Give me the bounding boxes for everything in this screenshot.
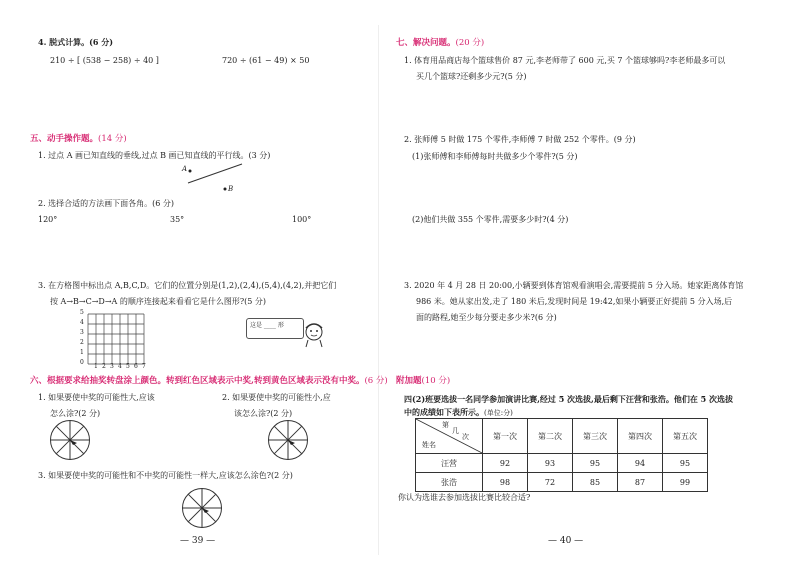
bonus-title: 附加题: [396, 376, 422, 386]
column-header: 第四次: [618, 419, 663, 454]
wheel-sectors: [51, 421, 89, 459]
s5-q3-line2: 按 A→B→C→D→A 的顺序连接起来看看它是什么图形?(5 分): [50, 297, 267, 306]
y-label: 5: [80, 309, 84, 316]
x-label: 2: [102, 363, 106, 370]
y-label: 4: [80, 319, 84, 326]
score-cell: 98: [483, 473, 528, 492]
angle-120: 120°: [38, 215, 58, 224]
label-a: A: [182, 165, 188, 173]
row-name: 张浩: [416, 473, 483, 492]
y-label: 2: [80, 339, 84, 346]
column-header: 第三次: [573, 419, 618, 454]
s7-q2-sub1: (1)张师傅和李师傅每时共做多少个零件?(5 分): [412, 152, 578, 161]
s6-q1-line2: 怎么涂?(2 分): [50, 409, 101, 418]
diag-bottom: 姓名: [422, 441, 436, 449]
bonus-points: (10 分): [421, 376, 451, 386]
wheel-sectors: [269, 421, 307, 459]
column-header: 第五次: [663, 419, 708, 454]
row-name: 汪营: [416, 454, 483, 473]
score-cell: 95: [663, 454, 708, 473]
s7-q2-sub2: (2)他们共做 355 个零件,需要多少时?(4 分): [412, 215, 569, 224]
bonus-heading: [396, 375, 450, 387]
s7-q3-line2: 986 米。她从家出发,走了 180 米后,发现时间是 19:42,如果小辆要正好提前 5 分入场,后: [416, 297, 733, 306]
coordinate-grid[interactable]: [86, 312, 156, 382]
score-cell: 85: [573, 473, 618, 492]
s7-q1-line1: 1. 体育用品商店每个篮球售价 87 元,李老师带了 600 元,买 7 个篮球够吗?李老师最多可以: [404, 56, 726, 65]
wheel-sectors: [183, 489, 221, 527]
s7-q3-line3: 面的路程,她至少每分要走多少米?(6 分): [416, 313, 557, 322]
x-label: 1: [94, 363, 98, 370]
bonus-question: 你认为选谁去参加选拔比赛比较合适?: [398, 493, 531, 502]
table-row: [416, 454, 708, 473]
table-header-row: [416, 419, 708, 454]
column-header: 第一次: [483, 419, 528, 454]
answer-card: [246, 318, 304, 339]
bonus-line2: 中的成绩如下表所示。: [404, 407, 484, 417]
x-label: 4: [118, 363, 122, 370]
label-b: B: [228, 185, 234, 193]
card-text: 这是 ____ 形: [250, 322, 284, 329]
score-cell: 99: [663, 473, 708, 492]
x-label: 5: [126, 363, 130, 370]
s6-q3-text: 3. 如果要使中奖的可能性和不中奖的可能性一样大,应该怎么涂色?(2 分): [38, 471, 293, 480]
y-label: 3: [80, 329, 84, 336]
section7-heading: [396, 37, 484, 49]
section5-title: 五、动手操作题。: [30, 134, 99, 144]
spinner-wheel-1[interactable]: [50, 420, 90, 460]
score-cell: 92: [483, 454, 528, 473]
x-label: 6: [134, 363, 138, 370]
q4-title: 4. 脱式计算。(6 分): [38, 37, 114, 47]
diag-right: 次: [462, 433, 469, 441]
table-row: [416, 473, 708, 492]
score-cell: 93: [528, 454, 573, 473]
spinner-wheel-3[interactable]: [182, 488, 222, 528]
score-cell: 94: [618, 454, 663, 473]
s5-q3-line1: 3. 在方格图中标出点 A,B,C,D。它们的位置分别是(1,2),(2,4),(5,4),(4,2),并把它们: [38, 281, 337, 290]
section5-points: (14 分): [98, 134, 127, 144]
s7-q3-line1: 3. 2020 年 4 月 28 日 20:00,小辆要到体育馆观看演唱会,需要提前 5 分入场。她家距离体育馆: [404, 281, 744, 290]
angle-100: 100°: [292, 215, 312, 224]
line-figure: [170, 162, 250, 194]
section5-heading: [30, 133, 127, 145]
s7-q2-text: 2. 张师傅 5 时做 175 个零件,李师傅 7 时做 252 个零件。(9 分): [404, 135, 636, 144]
section6-title: 六、根据要求给抽奖转盘涂上颜色。转到红色区域表示中奖,转到黄色区域表示没有中奖。: [30, 376, 365, 386]
diag-top: 第: [442, 421, 449, 429]
section7-title: 七、解决问题。: [396, 38, 456, 48]
page-divider: [378, 25, 379, 555]
s7-q1-line2: 买几个篮球?还剩多少元?(5 分): [416, 72, 527, 81]
s6-q2-line2: 该怎么涂?(2 分): [234, 409, 293, 418]
student-figure-icon: [302, 322, 326, 348]
section7-points: (20 分): [455, 38, 485, 48]
angle-35: 35°: [170, 215, 185, 224]
column-header: 第二次: [528, 419, 573, 454]
s5-q2-text: 2. 选择合适的方法画下面各角。(6 分): [38, 199, 175, 208]
y-label: 1: [80, 349, 84, 356]
wheel-pointer-icon: [202, 508, 209, 513]
s5-q1-text: 1. 过点 A 画已知直线的垂线,过点 B 画已知直线的平行线。(3 分): [38, 151, 271, 160]
s6-q1-line1: 1. 如果要使中奖的可能性大,应该: [38, 393, 155, 402]
spinner-wheel-2[interactable]: [268, 420, 308, 460]
wheel-pointer-icon: [70, 440, 77, 445]
q4-expression-1: 210 ÷ [ (538 − 258) ÷ 40 ]: [50, 56, 159, 65]
score-cell: 72: [528, 473, 573, 492]
score-table: [415, 418, 708, 492]
point-a: [189, 170, 192, 173]
diag-mid: 几: [452, 427, 459, 435]
diagonal-header-cell: [416, 419, 483, 454]
page-number-left: — 39 —: [180, 536, 216, 546]
bonus-line1: 四(2)班要选拔一名同学参加演讲比赛,经过 5 次选拔,最后剩下汪营和张浩。他们在 5 次选拔: [404, 394, 733, 404]
bonus-unit: (单位:分): [484, 409, 513, 417]
given-line: [188, 164, 242, 183]
score-cell: 95: [573, 454, 618, 473]
section6-heading: [30, 375, 388, 387]
s6-q2-line1: 2. 如果要使中奖的可能性小,应: [222, 393, 331, 402]
wheel-pointer-icon: [288, 440, 295, 445]
x-label: 7: [142, 363, 146, 370]
section6-points: (6 分): [364, 376, 388, 386]
q4-expression-2: 720 ÷ (61 − 49) × 50: [222, 56, 310, 65]
x-label: 3: [110, 363, 114, 370]
point-b: [224, 188, 227, 191]
score-cell: 87: [618, 473, 663, 492]
y-label: 0: [80, 359, 84, 366]
page-number-right: — 40 —: [548, 536, 584, 546]
